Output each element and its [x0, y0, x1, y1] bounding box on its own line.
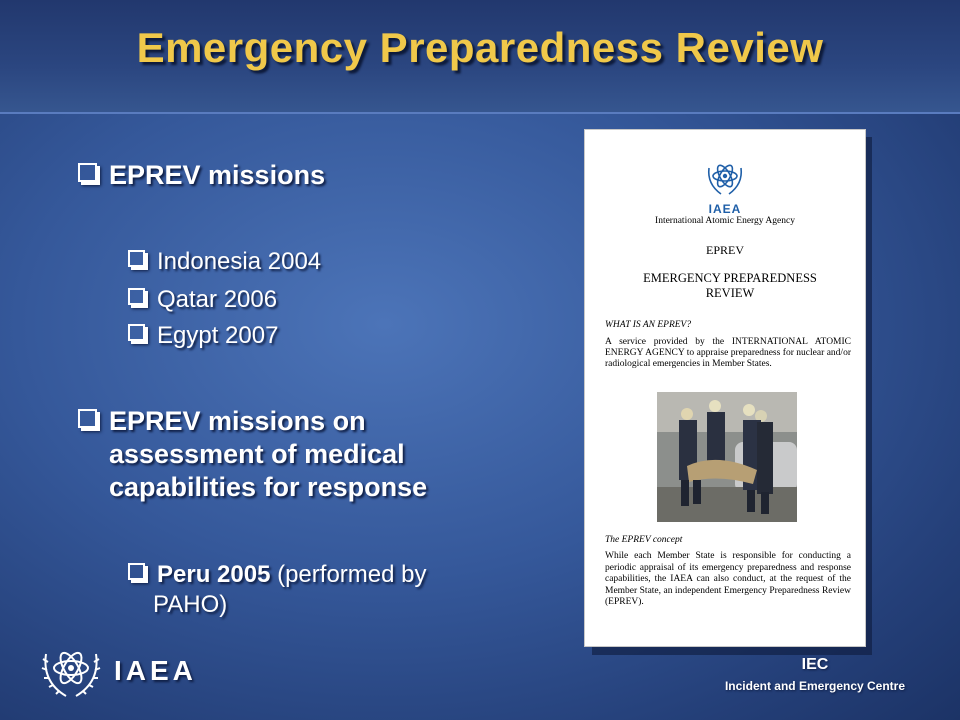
- bullet-text: EPREV missions: [109, 160, 326, 190]
- sub-bullet-qatar: [128, 286, 277, 314]
- footer-iec-full-name: Incident and Emergency Centre: [724, 679, 906, 693]
- document-subheading: [605, 271, 855, 301]
- sub-bullet-indonesia: [128, 248, 321, 276]
- bullet-eprev-medical: [78, 405, 427, 504]
- bullet-text: Egypt 2007: [157, 322, 279, 349]
- bullet-text-line: assessment of medical: [109, 439, 405, 469]
- bullet-text-line: capabilities for response: [109, 472, 428, 502]
- checkbox-bullet-icon: [128, 324, 145, 341]
- iaea-emblem-icon: [38, 640, 104, 706]
- iaea-logo-icon: [705, 158, 745, 200]
- sub-bullet-peru: [128, 560, 426, 620]
- document-subheading-line: EMERGENCY PREPAREDNESS: [643, 271, 817, 285]
- checkbox-bullet-icon: [78, 163, 97, 182]
- document-concept-heading: The EPREV concept: [605, 535, 683, 545]
- bullet-text: Indonesia 2004: [157, 248, 322, 275]
- bullet-eprev-missions: [78, 160, 325, 191]
- checkbox-bullet-icon: [78, 409, 97, 428]
- document-heading: EPREV: [705, 243, 744, 257]
- document-question: WHAT IS AN EPREV?: [605, 320, 692, 330]
- document-agency: International Atomic Energy Agency: [655, 216, 795, 226]
- slide-title: Emergency Preparedness Review: [136, 24, 824, 71]
- document-subheading-line: REVIEW: [705, 286, 755, 300]
- bullet-text: Qatar 2006: [157, 286, 278, 313]
- emergency-responders-photo: [657, 392, 797, 522]
- document-logo-text: IAEA: [708, 202, 742, 216]
- footer-iaea-wordmark: IAEA: [114, 655, 197, 686]
- bullet-text-line: EPREV missions on: [109, 406, 366, 436]
- checkbox-bullet-icon: [128, 563, 145, 580]
- eprev-brochure: [584, 129, 866, 647]
- checkbox-bullet-icon: [128, 288, 145, 305]
- bullet-text-line: PAHO): [153, 591, 228, 618]
- bullet-text: (performed by: [270, 561, 427, 588]
- bullet-text-bold: Peru 2005: [157, 561, 271, 588]
- footer-iec: IEC: [801, 656, 829, 673]
- document-paragraph: While each Member State is responsible for conducting a periodic appraisal of its emergency preparedness and response capabilities, the IAEA can also conduct, at the request of the Member State, an independent Emergency Preparedness Review (EPREV).: [605, 551, 851, 607]
- document-paragraph: A service provided by the INTERNATIONAL ATOMIC ENERGY AGENCY to appraise preparedness for nuclear and/or radiological emergencies in Member States.: [605, 337, 851, 369]
- checkbox-bullet-icon: [128, 250, 145, 267]
- sub-bullet-egypt: [128, 322, 278, 350]
